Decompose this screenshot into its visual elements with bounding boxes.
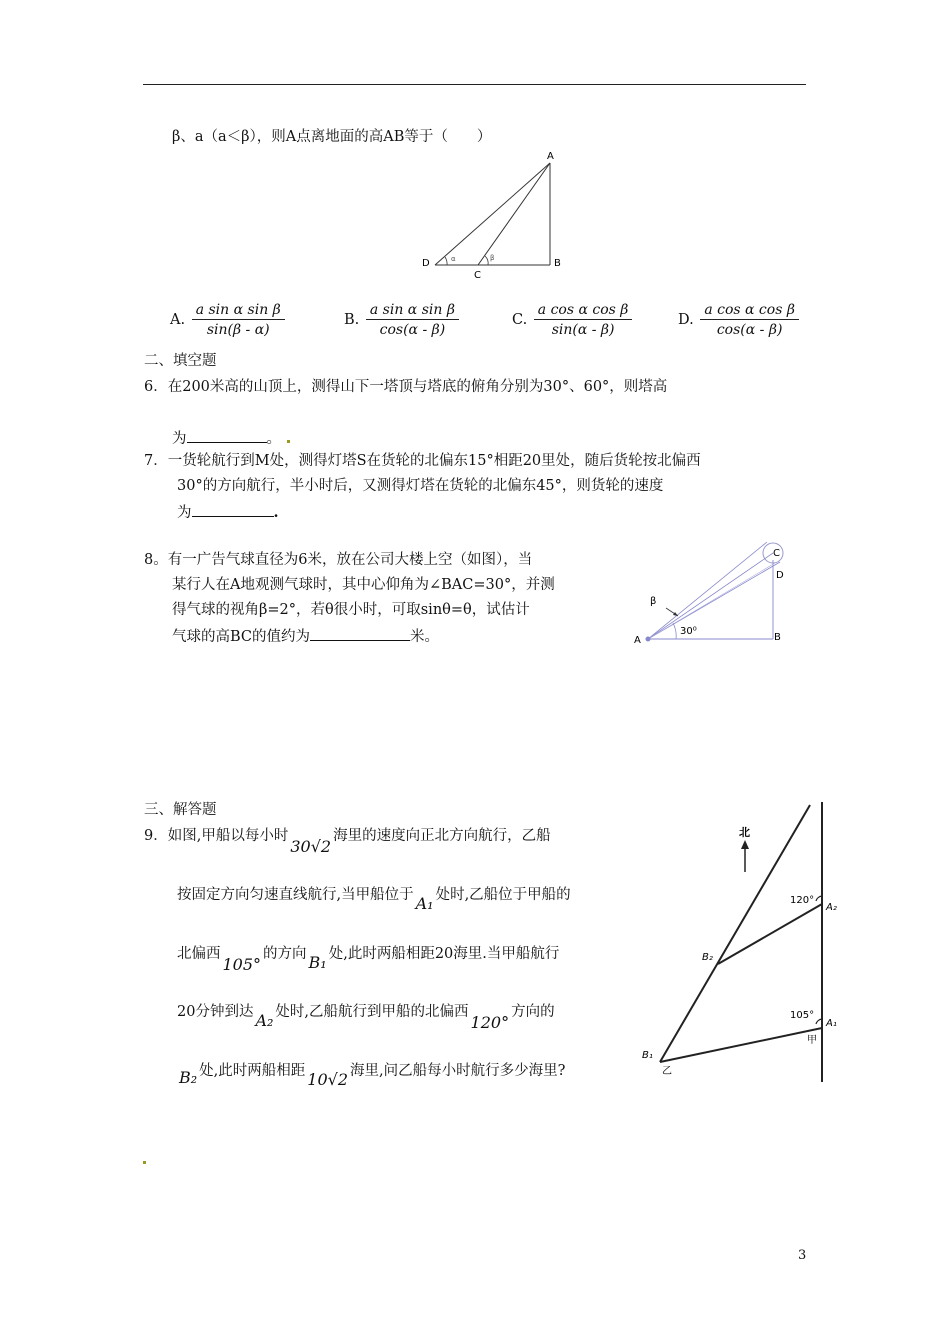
q9-fig-jia: 甲 <box>807 1035 817 1046</box>
q8-line1: 8。有一广告气球直径为6米，放在公司大楼上空（如图），当 <box>144 552 533 568</box>
q9-line1: 9．如图,甲船以每小时30√2海里的速度向正北方向航行，乙船 <box>144 828 551 856</box>
q9-line2: 按固定方向匀速直线航行,当甲船位于 A₁ 处时,乙船位于甲船的 <box>177 887 571 913</box>
q7-line1: 7．一货轮航行到M处，测得灯塔S在货轮的北偏东15°相距20里处，随后货轮按北偏西 <box>144 453 701 469</box>
q9-fig-deg120: 120° <box>790 895 815 906</box>
q9-line4: 20分钟到达 A₂ 处时,乙船航行到甲船的北偏西120°方向的 <box>177 1004 555 1032</box>
q5-angle-d: α <box>451 255 456 263</box>
q5-figure <box>410 145 580 281</box>
q5-angle-c: β <box>490 254 495 262</box>
q5-label-a: A <box>547 151 554 162</box>
q7-line3: 为 . <box>177 504 279 521</box>
q9-fig-b1: B₁ <box>642 1050 653 1061</box>
q7-line2: 30°的方向航行，半小时后，又测得灯塔在货轮的北偏东45°，则货轮的速度 <box>177 478 664 494</box>
section2-title: 二、填空题 <box>144 353 217 369</box>
q9-fig-a1: A₁ <box>826 1018 837 1029</box>
q8-line2: 某行人在A地观测气球时，其中心仰角为∠BAC=30°，并测 <box>172 577 555 593</box>
q9-fig-north: 北 <box>739 826 750 839</box>
q5-option-d: D. $\frac{\text{a cos α cos β}}{\cos(\alpha - \beta)}$ <box>678 302 799 338</box>
q8-line4: 气球的高BC的值约为 米。 <box>172 626 439 646</box>
q8-label-angle: 30⁰ <box>680 626 697 637</box>
q5-label-c: C <box>474 270 481 281</box>
q9-figure <box>636 800 836 1085</box>
q8-label-a: A <box>634 635 641 646</box>
q8-label-beta: β <box>650 596 657 607</box>
q8-line3: 得气球的视角β=2°，若θ很小时，可取sinθ=θ，试估计 <box>172 602 530 618</box>
page-number: 3 <box>798 1248 807 1263</box>
q8-label-c: C <box>773 548 780 559</box>
q5-label-d: D <box>422 258 430 269</box>
q5-stem: β、a（a＜β），则A点离地面的高AB等于（ ） <box>172 129 492 145</box>
q5-option-a: A. $\frac{\text{a sin α sin β}}{\sin(\beta - \alpha)}$ <box>170 302 285 338</box>
q9-fig-yi: 乙 <box>662 1066 672 1077</box>
q6-line1: 6．在200米高的山顶上，测得山下一塔顶与塔底的俯角分别为30°、60°，则塔高 <box>144 379 668 395</box>
q6-line2: 为 。 <box>172 428 281 448</box>
q9-line5: B₂ 处,此时两船相距 10√2 海里,问乙船每小时航行多少海里? <box>179 1063 566 1089</box>
q8-figure <box>628 532 798 650</box>
q8-label-b: B <box>774 632 781 643</box>
q9-fig-deg105: 105° <box>790 1010 815 1021</box>
section3-title: 三、解答题 <box>144 802 217 818</box>
header-rule <box>143 84 806 85</box>
q9-fig-a2: A₂ <box>826 902 837 913</box>
q8-label-d: D <box>776 570 784 581</box>
q9-fig-b2: B₂ <box>702 952 713 963</box>
q5-option-c: C. $\frac{\text{a cos α cos β}}{\sin(\alpha - \beta)}$ <box>512 302 632 338</box>
q5-option-b: B. $\frac{\text{a sin α sin β}}{\cos(\alpha - \beta)}$ <box>344 302 459 338</box>
q5-label-b: B <box>554 258 561 269</box>
q9-line3: 北偏西105°的方向 B₁ 处,此时两船相距20海里.当甲船航行 <box>177 946 560 974</box>
